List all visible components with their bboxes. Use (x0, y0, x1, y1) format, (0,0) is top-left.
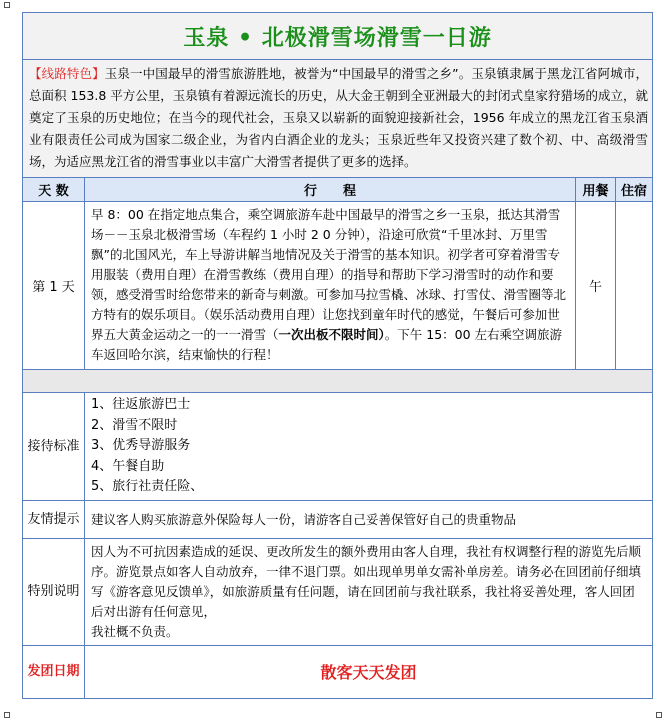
day-1-meal: 午 (576, 202, 616, 370)
header-days: 天 数 (23, 178, 85, 202)
day-1-schedule (85, 202, 576, 370)
spacer-cell (23, 370, 653, 393)
itinerary-table (22, 12, 653, 699)
title-cell (23, 13, 653, 60)
tips-text: 建议客人购买旅游意外保险每人一份，请游客自己妥善保管好自己的贵重物品 (85, 500, 653, 538)
intro-cell (23, 60, 653, 178)
resize-handle-bottom-left (4, 712, 10, 718)
special-label: 特别说明 (23, 538, 85, 645)
departure-row (23, 645, 653, 698)
header-itinerary: 行 程 (85, 178, 576, 202)
standards-item: 3、优秀导游服务 (91, 438, 191, 453)
day-1-text-part2: 。下午 15：00 左右乘空调旅游车返回哈尔滨，结束愉快的行程！ (91, 327, 563, 362)
tips-label: 友情提示 (23, 500, 85, 538)
header-meals: 用餐 (576, 178, 616, 202)
page-title: 玉泉 • 北极滑雪场滑雪一日游 (183, 24, 492, 51)
special-notes (85, 538, 653, 645)
intro-text: 玉泉一中国最早的滑雪旅游胜地，被誉为“中国最早的滑雪之乡”。玉泉镇隶属于黑龙江省阿城市，总面积 153.8 平方公里，玉泉镇有着源远流长的历史，从大金王朝到全亚洲最大的封闭式皇家狩猎场的成立，就奠定了玉泉的历史地位；在当今的现代社会，玉泉又以崭新的面貌迎接新社会，1956 年成立的黑龙江省玉泉酒业有限责任公司成为国家二级企业，为省内白酒企业的龙头；玉泉近些年又投资兴建了数个初、中、高级滑雪场，为适应黑龙江省的滑雪事业以丰富广大滑雪者提供了更多的选择。 (29, 66, 649, 169)
itinerary-document (22, 12, 652, 699)
standards-item: 5、旅行社责任险、 (91, 479, 204, 494)
special-note-line: 我社概不负责。 (91, 623, 179, 639)
day-1-label: 第 1 天 (23, 202, 85, 370)
resize-handle-top-left (4, 2, 10, 8)
standards-list (85, 393, 653, 501)
header-row (23, 178, 653, 202)
departure-label: 发团日期 (23, 645, 85, 698)
departure-value: 散客天天发团 (85, 645, 653, 698)
day-1-text-part1: 早 8：00 在指定地点集合，乘空调旅游车赴中国最早的滑雪之乡一玉泉，抵达其滑雪场－－玉泉北极滑雪场（车程约 1 小时 2 0 分钟），沿途可欣赏“千里冰封、万里雪飘”的北国风光，车上导游讲解当地情况及关于滑雪的基本知识。初学者可穿着滑雪专用服装（费用自理）在滑雪教练（费用自理）的指导和帮助下学习滑雪时的动作和要领，感受滑雪时给您带来的新奇与刺激。可参加马拉雪橇、冰球、打雪仗、滑雪圈等北方特有的娱乐项目。（娱乐活动费用自理）让您找到童年时代的感觉，午餐后可参加世界五大黄金运动之一的一一滑雪（ (91, 207, 567, 342)
special-note-line: 因人为不可抗因素造成的延误、更改所发生的额外费用由客人自理，我社有权调整行程的游览先后顺序。游览景点如客人自动放弃，一律不退门票。如出现单男单女需补单房差。请务必在回团前仔细填写《游客意见反馈单》，如旅游质量有任问题，请在回团前与我社联系，我社将妥善处理，客人回团后对出游有任何意见， (91, 543, 642, 619)
tips-row (23, 500, 653, 538)
special-row (23, 538, 653, 645)
standards-item: 2、滑雪不限时 (91, 417, 178, 433)
header-lodging: 住宿 (616, 178, 653, 202)
day-1-lodging (616, 202, 653, 370)
standards-row (23, 393, 653, 501)
day-1-text-bold: 一次出板不限时间） (278, 327, 385, 342)
standards-item: 4、午餐自助 (91, 458, 165, 474)
standards-label: 接待标准 (23, 393, 85, 501)
spacer-row (23, 370, 653, 393)
intro-label: 【线路特色】 (29, 66, 105, 81)
standards-item: 1、往返旅游巴士 (91, 397, 191, 412)
resize-handle-bottom-right (656, 712, 662, 718)
day-1-row (23, 202, 653, 370)
title-row (23, 13, 653, 60)
intro-row (23, 60, 653, 178)
